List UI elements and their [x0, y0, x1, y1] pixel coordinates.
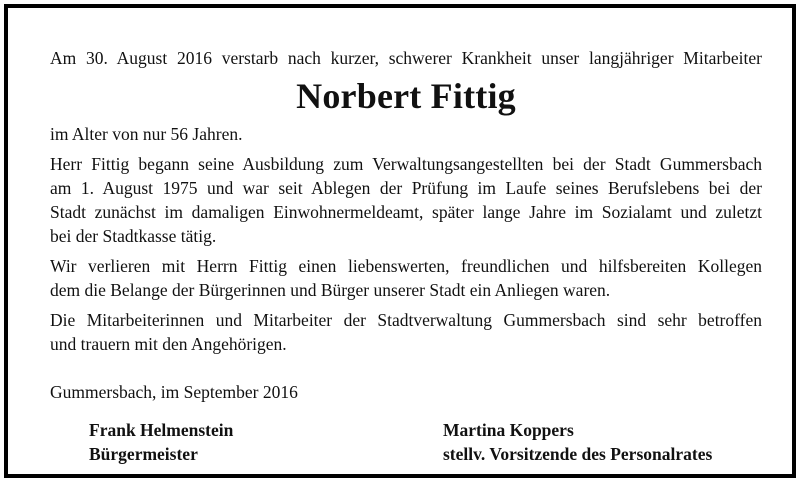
obituary-frame [4, 4, 796, 478]
deceased-name: Norbert Fittig [296, 76, 516, 116]
signatory-name: Martina Koppers [443, 420, 574, 440]
paragraph-line: und trauern mit den Angehörigen. [50, 334, 287, 354]
signatures [50, 418, 762, 468]
intro-text: Am 30. August 2016 verstarb nach kurzer, schwerer Krankheit unser langjähriger Mitarbeiter [50, 48, 762, 68]
signatory-staff-council [443, 418, 712, 466]
paragraph-line: Stadt zunächst im damaligen Einwohnermeldeamt, später lange Jahre im Sozialamt und zuletzt [50, 202, 762, 222]
paragraph-line: dem die Belange der Bürgerinnen und Bürger unserer Stadt ein Anliegen waren. [50, 280, 611, 300]
paragraph-line: Die Mitarbeiterinnen und Mitarbeiter der Stadtverwaltung Gummersbach sind sehr betroffen [50, 310, 762, 330]
age-text: im Alter von nur 56 Jahren. [50, 124, 243, 144]
paragraph-line: Wir verlieren mit Herrn Fittig einen liebenswerten, freundlichen und hilfsbereiten Kollegen [50, 256, 762, 276]
paragraph-line: Herr Fittig begann seine Ausbildung zum Verwaltungsangestellten bei der Stadt Gummersbach [50, 154, 762, 174]
signatory-role: stellv. Vorsitzende des Personalrates [443, 444, 713, 464]
paragraph-career [50, 152, 762, 248]
obituary-content [50, 46, 762, 468]
signatory-role: Bürgermeister [89, 444, 198, 464]
signatory-mayor [89, 418, 233, 466]
paragraph-condolence [50, 308, 762, 356]
paragraph-line: bei der Stadtkasse tätig. [50, 226, 217, 246]
place-date: Gummersbach, im September 2016 [50, 382, 298, 402]
paragraph-line: am 1. August 1975 und war seit Ablegen der Prüfung im Laufe seines Berufslebens bei der [50, 178, 762, 198]
signatory-name: Frank Helmenstein [89, 420, 234, 440]
paragraph-tribute [50, 254, 762, 302]
